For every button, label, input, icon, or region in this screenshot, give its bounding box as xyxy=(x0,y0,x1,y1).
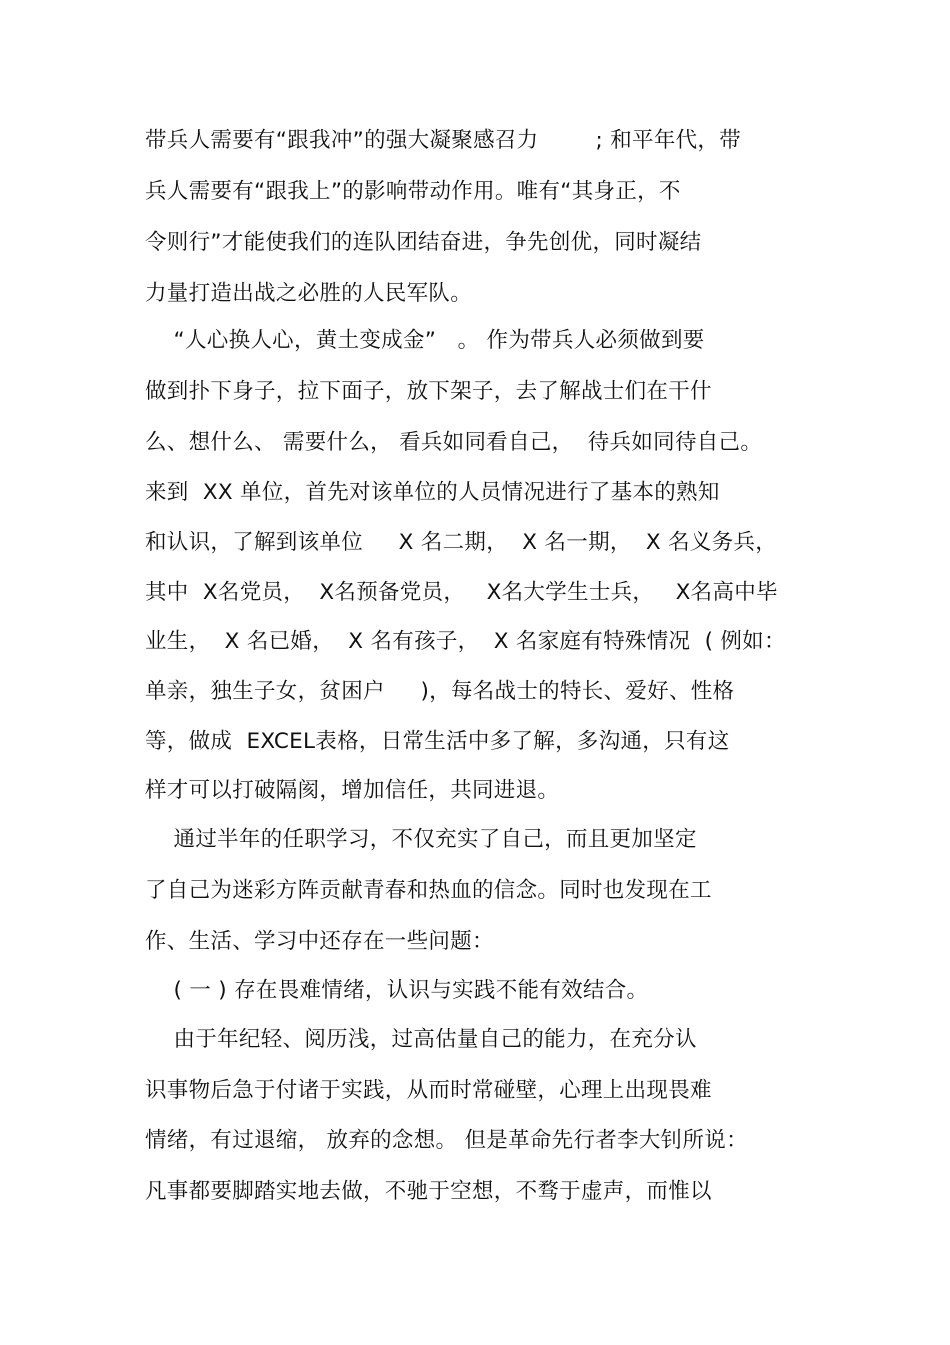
text-line-12: 单亲，独生子女，贫困户 )，每名战士的特长、爱好、性格 xyxy=(145,679,735,704)
text-line-17: 作、生活、学习中还存在一些问题： xyxy=(145,929,494,954)
text-line-15: 通过半年的任职学习，不仅充实了自己，而且更加坚定 xyxy=(145,827,697,852)
text-line-10: 其中 X名党员， X名预备党员， X名大学生士兵， X名高中毕 xyxy=(145,580,778,605)
text-line-19: 由于年纪轻、阅历浅，过高估量自己的能力，在充分认 xyxy=(145,1027,697,1052)
text-line-20: 识事物后急于付诸于实践，从而时常碰壁，心理上出现畏难 xyxy=(145,1078,712,1103)
text-line-9: 和认识，了解到该单位 X 名二期， X 名一期， X 名义务兵， xyxy=(145,530,778,555)
text-line-13: 等，做成 EXCEL表格，日常生活中多了解，多沟通，只有这 xyxy=(145,729,730,754)
text-line-7: 么、想什么、 需要什么， 看兵如同看自己， 待兵如同待自己。 xyxy=(145,430,763,455)
text-line-21: 情绪，有过退缩， 放弃的念想。 但是革命先行者李大钊所说： xyxy=(145,1128,748,1153)
text-line-16: 了自己为迷彩方阵贡献青春和热血的信念。同时也发现在工 xyxy=(145,878,712,903)
text-line-6: 做到扑下身子，拉下面子，放下架子，去了解战士们在干什 xyxy=(145,379,712,404)
text-line-8: 来到 XX 单位，首先对该单位的人员情况进行了基本的熟知 xyxy=(145,480,720,505)
text-line-22: 凡事都要脚踏实地去做，不驰于空想，不骛于虚声，而惟以 xyxy=(145,1179,712,1204)
text-line-4: 力量打造出战之必胜的人民军队。 xyxy=(145,281,473,306)
text-line-11: 业生， X 名已婚， X 名有孩子， X 名家庭有特殊情况 ( 例如： xyxy=(145,629,786,654)
text-line-3: 令则行”才能使我们的连队团结奋进，争先创优，同时凝结 xyxy=(145,230,702,255)
text-line-14: 样才可以打破隔阂，增加信任，共同进退。 xyxy=(145,778,560,803)
text-line-18: ( 一 ) 存在畏难情绪，认识与实践不能有效结合。 xyxy=(145,978,649,1003)
text-line-2: 兵人需要有“跟我上”的影响带动作用。唯有“其身正，不 xyxy=(145,179,681,204)
text-line-5: “人心换人心，黄土变成金” 。 作为带兵人必须做到要 xyxy=(145,328,705,353)
text-line-1: 带兵人需要有“跟我冲”的强大凝聚感召力 ; 和平年代，带 xyxy=(145,128,742,153)
